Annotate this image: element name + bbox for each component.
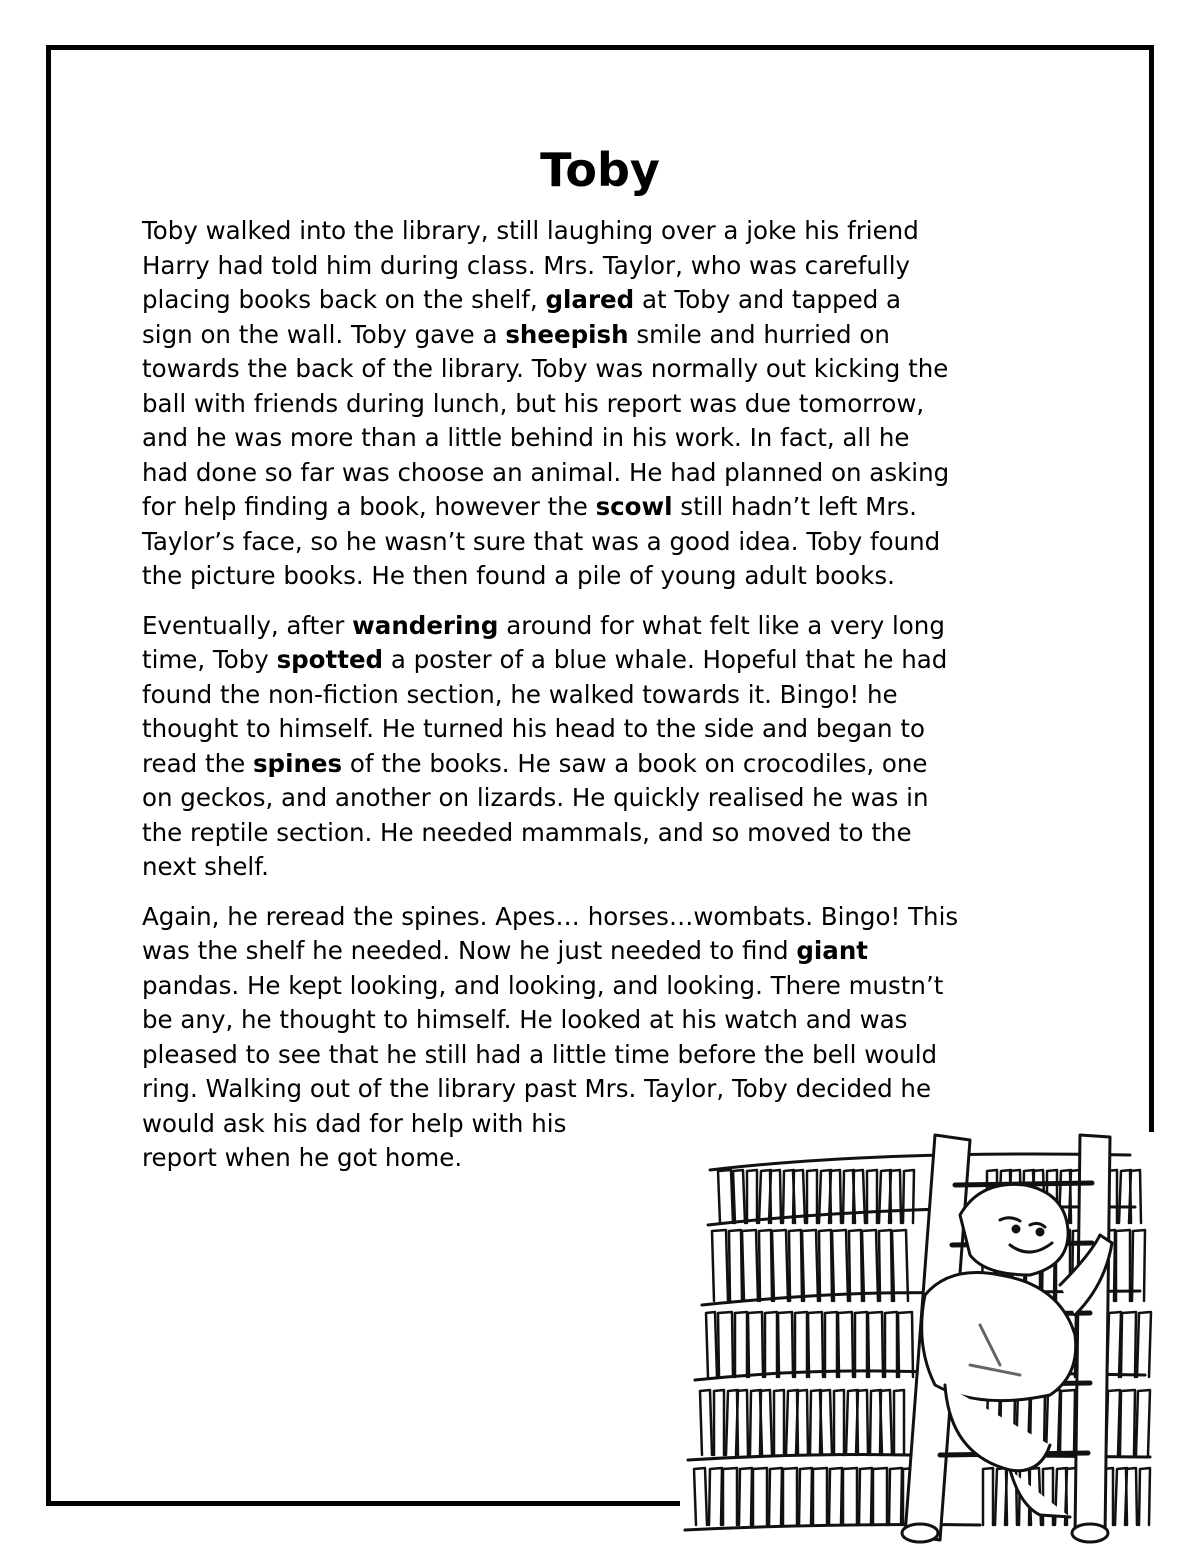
- book-spine: [862, 1230, 878, 1301]
- book-spine: [868, 1312, 883, 1377]
- text-run: still hadn’t left Mrs.: [672, 492, 917, 521]
- text-line: [142, 387, 1072, 422]
- book-spine: [834, 1390, 844, 1455]
- book-spine: [1060, 1390, 1075, 1455]
- book-spine: [1121, 1312, 1136, 1377]
- book-spine: [714, 1390, 724, 1455]
- book-spine: [783, 1468, 797, 1525]
- book-spine: [859, 1468, 872, 1525]
- text-run: sign on the wall. Toby gave a: [142, 319, 506, 349]
- text-line: [142, 490, 1072, 525]
- text-run: and he was more than a little behind in his work. In fact, all he: [142, 423, 910, 452]
- book-spine: [729, 1230, 742, 1301]
- book-spine: [892, 1230, 908, 1301]
- text-line: [142, 214, 1072, 249]
- text-line: [142, 352, 1072, 387]
- text-run: around for what felt like a very long: [498, 610, 945, 640]
- text-line: [142, 421, 1072, 456]
- text-line: [142, 249, 1072, 284]
- book-spine: [759, 1230, 772, 1301]
- story-paragraph: [142, 609, 1072, 885]
- text-run: ring. Walking out of the library past Mrs. Taylor, Toby decided he: [142, 1074, 932, 1103]
- book-spine: [774, 1390, 784, 1455]
- book-spine: [873, 1468, 887, 1525]
- text-run: the picture books. He then found a pile of young adult books.: [142, 561, 895, 590]
- vocabulary-word: scowl: [595, 492, 673, 521]
- book-spine: [849, 1230, 862, 1301]
- text-run: towards the back of the library. Toby was normally out kicking the: [142, 354, 949, 383]
- text-line: [142, 900, 1072, 935]
- book-spine: [712, 1230, 728, 1301]
- book-spine: [694, 1468, 707, 1525]
- text-run: placing books back on the shelf,: [142, 285, 546, 314]
- text-run: next shelf.: [142, 852, 269, 881]
- story-title: Toby: [540, 143, 660, 197]
- book-spine: [735, 1312, 747, 1377]
- text-line: [142, 1038, 1072, 1073]
- book-spine: [829, 1468, 842, 1525]
- book-spine: [723, 1468, 737, 1525]
- story-body: [142, 214, 1072, 1191]
- text-line: [142, 850, 1072, 885]
- vocabulary-word: spines: [252, 748, 343, 778]
- book-spine: [769, 1468, 782, 1525]
- book-spine: [894, 1390, 904, 1455]
- book-spine: [838, 1312, 853, 1377]
- text-line: [142, 318, 1072, 353]
- book-spine: [867, 1170, 877, 1223]
- book-spine: [706, 1312, 717, 1377]
- book-spine: [983, 1468, 993, 1525]
- text-run: had done so far was choose an animal. He had planned on asking: [142, 457, 950, 487]
- vocabulary-word: glared: [545, 285, 635, 314]
- book-spine: [843, 1468, 857, 1525]
- book-spine: [739, 1468, 752, 1525]
- text-run: found the non-fiction section, he walked towards it. Bingo! he: [142, 679, 898, 709]
- text-run: thought to himself. He turned his head to the side and began to: [142, 714, 925, 743]
- book-spine: [1139, 1468, 1150, 1525]
- page-border-right: [1149, 45, 1154, 1132]
- book-spine: [825, 1312, 837, 1377]
- text-run: time, Toby: [142, 645, 277, 674]
- book-spine: [753, 1468, 767, 1525]
- text-run: report when he got home.: [142, 1143, 463, 1172]
- book-spine: [808, 1312, 823, 1377]
- text-line: [142, 712, 1072, 747]
- library-ladder-illustration: [680, 1125, 1160, 1545]
- page-border-bottom: [46, 1501, 680, 1506]
- vocabulary-word: sheepish: [505, 319, 629, 349]
- text-run: be any, he thought to himself. He looked at his watch and was: [142, 1005, 908, 1034]
- text-run: pleased to see that he still had a little time before the bell would: [142, 1039, 938, 1069]
- text-run: on geckos, and another on lizards. He quickly realised he was in: [142, 783, 929, 812]
- book-spine: [700, 1390, 712, 1455]
- text-line: [142, 781, 1072, 816]
- story-paragraph: [142, 214, 1072, 594]
- text-line: [142, 643, 1072, 678]
- book-spine: [748, 1312, 763, 1377]
- book-spine: [765, 1312, 777, 1377]
- book-spine: [879, 1230, 892, 1301]
- book-spine: [889, 1468, 902, 1525]
- book-spine: [1120, 1390, 1135, 1455]
- text-run: of the books. He saw a book on crocodiles, one: [342, 748, 928, 778]
- text-run: Taylor’s face, so he wasn’t sure that was a good idea. Toby found: [142, 526, 941, 556]
- book-spine: [742, 1230, 758, 1301]
- text-run: ball with friends during lunch, but his report was due tomorrow,: [142, 388, 925, 418]
- book-spine: [1137, 1312, 1151, 1377]
- page-border-top: [46, 45, 1154, 50]
- page-border-left: [46, 45, 51, 1506]
- book-spine: [903, 1170, 914, 1223]
- book-spine: [885, 1312, 897, 1377]
- book-spine: [802, 1230, 818, 1301]
- text-line: [142, 559, 1072, 594]
- text-line: [142, 816, 1072, 851]
- book-spine: [733, 1170, 745, 1223]
- text-line: [142, 1003, 1072, 1038]
- text-line: [142, 678, 1072, 713]
- book-spine: [747, 1170, 757, 1223]
- text-line: [142, 747, 1072, 782]
- book-spine: [819, 1230, 832, 1301]
- text-run: smile and hurried on: [628, 319, 890, 349]
- text-line: [142, 456, 1072, 491]
- book-spine: [772, 1230, 788, 1301]
- book-spine: [718, 1312, 733, 1377]
- text-line: [142, 283, 1072, 318]
- vocabulary-word: spotted: [276, 645, 384, 674]
- text-run: was the shelf he needed. Now he just needed to find: [142, 936, 797, 965]
- text-line: [142, 525, 1072, 560]
- book-spine: [813, 1468, 827, 1525]
- book-spine: [832, 1230, 848, 1301]
- text-run: Again, he reread the spines. Apes… horses…wombats. Bingo! This: [142, 901, 959, 931]
- text-run: read the: [142, 748, 253, 778]
- book-spine: [855, 1312, 867, 1377]
- book-spine: [789, 1230, 802, 1301]
- book-spine: [1136, 1390, 1150, 1455]
- text-run: Eventually, after: [142, 610, 353, 640]
- book-spine: [795, 1312, 807, 1377]
- book-spine: [778, 1312, 793, 1377]
- text-line: [142, 1072, 1072, 1107]
- text-run: the reptile section. He needed mammals, and so moved to the: [142, 817, 912, 847]
- vocabulary-word: wandering: [352, 610, 499, 640]
- text-run: Harry had told him during class. Mrs. Taylor, who was carefully: [142, 250, 910, 280]
- text-line: [142, 609, 1072, 644]
- text-line: [142, 934, 1072, 969]
- text-run: at Toby and tapped a: [634, 285, 902, 314]
- text-run: a poster of a blue whale. Hopeful that he had: [383, 645, 948, 674]
- book-spine: [898, 1312, 913, 1377]
- text-line: [142, 969, 1072, 1004]
- book-spine: [709, 1468, 722, 1525]
- book-spine: [718, 1170, 733, 1223]
- book-spine: [799, 1468, 812, 1525]
- text-run: pandas. He kept looking, and looking, and looking. There mustn’t: [142, 970, 944, 1000]
- text-run: Toby walked into the library, still laughing over a joke his friend: [142, 216, 919, 245]
- vocabulary-word: giant: [796, 936, 868, 965]
- text-run: for help finding a book, however the: [142, 492, 596, 521]
- text-run: would ask his dad for help with his: [142, 1108, 567, 1138]
